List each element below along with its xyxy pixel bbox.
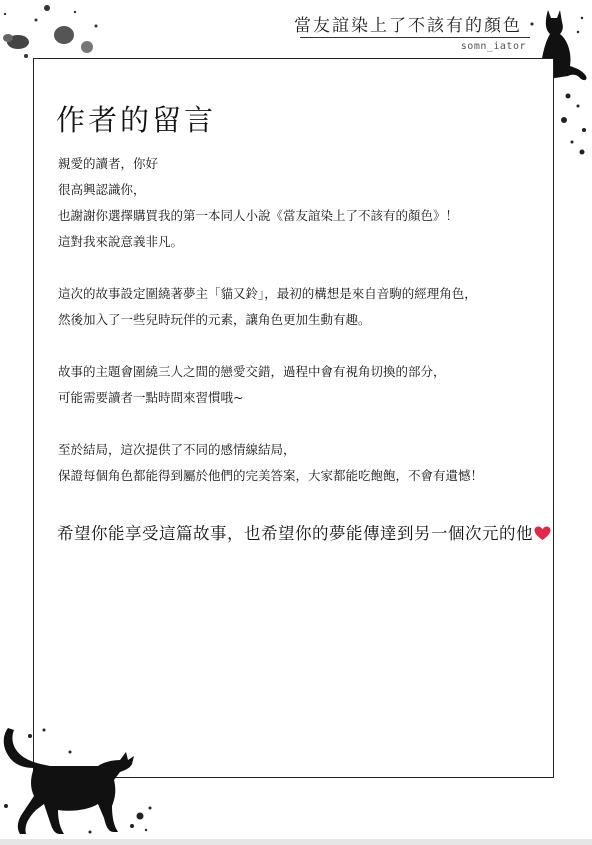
author-tag: somn_iator bbox=[460, 41, 526, 52]
closing-message bbox=[57, 520, 551, 544]
message-body bbox=[58, 151, 538, 515]
heart-icon bbox=[534, 526, 551, 541]
text-line: 保證每個角色都能得到屬於他們的完美答案，大家都能吃飽飽，不會有遺憾！ bbox=[58, 468, 484, 483]
header-divider bbox=[300, 37, 530, 38]
book-title: 當友誼染上了不該有的顏色 bbox=[294, 16, 522, 36]
paragraph-setting bbox=[58, 281, 538, 333]
text-line: 親愛的讀者，你好 bbox=[58, 156, 159, 171]
paragraph-greeting bbox=[58, 151, 538, 255]
closing-text: 希望你能享受這篇故事，也希望你的夢能傳達到另一個次元的他 bbox=[57, 524, 533, 543]
text-line: 這次的故事設定圍繞著夢主「貓又鈴」，最初的構想是來自音駒的經理角色， bbox=[58, 286, 477, 301]
walking-cat-silhouette-icon bbox=[0, 722, 165, 840]
text-line: 也謝謝你選擇購買我的第一本同人小說《當友誼染上了不該有的顏色》！ bbox=[58, 208, 459, 223]
text-line: 很高興認識你， bbox=[58, 182, 146, 197]
page-title: 作者的留言 bbox=[56, 103, 217, 137]
ink-specks-right-icon bbox=[554, 86, 592, 160]
text-line: 這對我來說意義非凡。 bbox=[58, 234, 184, 249]
text-line: 故事的主題會圍繞三人之間的戀愛交錯，過程中會有視角切換的部分， bbox=[58, 364, 446, 379]
text-line: 至於結局，這次提供了不同的感情線結局， bbox=[58, 442, 296, 457]
paragraph-ending bbox=[58, 437, 538, 489]
text-line: 可能需要讀者一點時間來習慣哦~ bbox=[58, 390, 244, 405]
paragraph-theme bbox=[58, 359, 538, 411]
page-bottom-bar bbox=[0, 839, 592, 845]
text-line: 然後加入了一些兒時玩伴的元素，讓角色更加生動有趣。 bbox=[58, 312, 371, 327]
ink-splatter-top-left-icon bbox=[0, 0, 110, 62]
